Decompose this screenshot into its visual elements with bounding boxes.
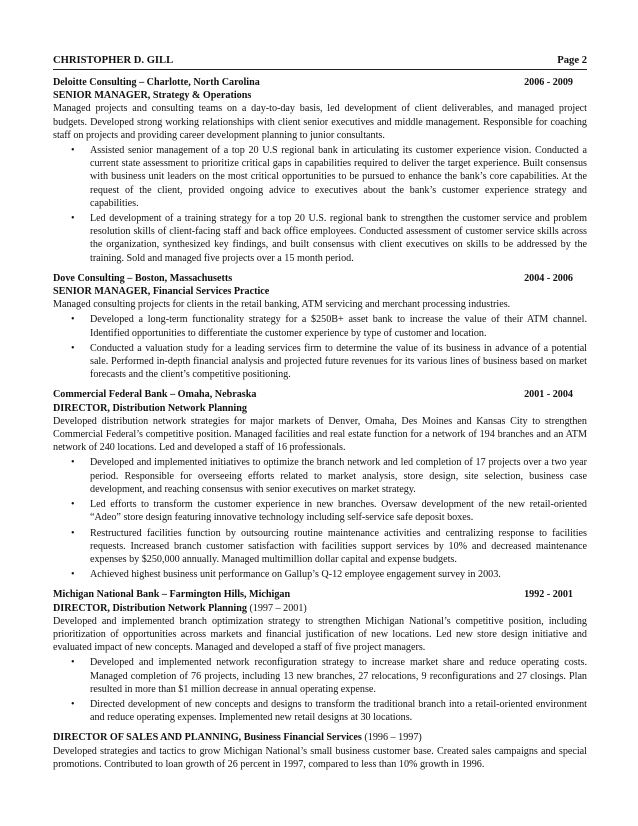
achievement-item: • Led development of a training strategy for a top 20 U.S. regional bank to strengthen the customer service and problem resolution skills of client-facing staff and back office employees. Conducted assessment of customer service skills across the organization, synthesized key findings, and built consensus with client executives on skills to be addressed by the training. Sold and managed five projects over a 15 month period. bbox=[71, 213, 587, 264]
page-header bbox=[53, 54, 587, 70]
bullet-icon: • bbox=[71, 527, 75, 539]
achievement-item: • Achieved highest business unit performance on Gallup’s Q-12 employee engagement survey in 2003. bbox=[71, 569, 501, 581]
job-title: DIRECTOR, Distribution Network Planning bbox=[53, 402, 247, 414]
job-dates: 2001 - 2004 bbox=[524, 389, 573, 401]
job-title: DIRECTOR, Distribution Network Planning (1997 – 2001) bbox=[53, 602, 307, 614]
bullet-icon: • bbox=[71, 213, 75, 225]
job-dates: 2006 - 2009 bbox=[524, 77, 573, 88]
achievement-list bbox=[53, 313, 587, 381]
job-entry bbox=[53, 388, 587, 581]
role-title: DIRECTOR OF SALES AND PLANNING, Business Financial Services (1996 – 1997) bbox=[53, 732, 422, 744]
achievement-list bbox=[53, 144, 587, 265]
achievement-list bbox=[53, 456, 587, 581]
job-description: Developed and implemented branch optimization strategy to strengthen Michigan National’s competitive position, including prioritization of opportunities across markets and financial justification of new locations. Led new store design initiative and evaluated impact of new concepts. Managed and developed a staff of five project managers. bbox=[53, 615, 587, 654]
bullet-icon: • bbox=[71, 499, 75, 511]
bullet-icon: • bbox=[71, 314, 75, 326]
job-header bbox=[53, 76, 587, 89]
company-location: Commercial Federal Bank – Omaha, Nebraska bbox=[53, 389, 257, 401]
job-entry bbox=[53, 588, 587, 724]
achievement-item: • Assisted senior management of a top 20 U.S regional bank in articulating its customer experience vision. Conducted a current state assessment to prioritize critical gaps in capabilities required to deliver the target experience. Built consensus with business unit leaders on the most critical opportunities to be pursued to enhance the bank’s core capabilities. At the request of the client, provided ongoing advice to executives about the bank’s customer experience strategy and capabilities. bbox=[71, 145, 587, 209]
role-description: Developed strategies and tactics to grow Michigan National’s small business customer base. Created sales campaigns and special promotions. Contributed to loan growth of 26 percent in 1997, compared to less than 10% growth in 1996. bbox=[53, 745, 587, 770]
job-title: SENIOR MANAGER, Strategy & Operations bbox=[53, 90, 252, 102]
bullet-icon: • bbox=[71, 342, 75, 354]
job-title: SENIOR MANAGER, Financial Services Practice bbox=[53, 286, 270, 298]
job-entry bbox=[53, 76, 587, 265]
job-description: Managed projects and consulting teams on a day-to-day basis, led development of client deliverables, and managed project budgets. Developed strong working relationships with client senior executives and middle management. Responsible for coaching staff on projects and providing career development planning to junior consultants. bbox=[53, 103, 587, 141]
page-number: Page 2 bbox=[557, 55, 587, 66]
achievement-item: • Restructured facilities function by outsourcing routine maintenance activities and centralizing response to facilities requests. Increased branch customer satisfaction with facilities support services by 10% and decreased maintenance expenses by $250,000 annually. Managed multimillion dollar capital and expense budgets. bbox=[71, 527, 587, 565]
job-header bbox=[53, 272, 587, 285]
achievement-item: • Directed development of new concepts and designs to transform the traditional branch into a retail-oriented environment and reduce operating expenses. Implemented new retail designs at 30 locations. bbox=[71, 698, 587, 724]
company-location: Dove Consulting – Boston, Massachusetts bbox=[53, 272, 233, 284]
company-location: Michigan National Bank – Farmington Hills, Michigan bbox=[53, 589, 291, 601]
achievement-list bbox=[53, 656, 587, 724]
job-description: Developed distribution network strategies for major markets of Denver, Omaha, Des Moines and Kansas City to strengthen Commercial Federal’s competitive position. Managed facilities and real estate function for a network of 194 branches and an ATM network of 240 locations. Led and developed a staff of 16 professionals. bbox=[53, 415, 587, 454]
job-entry bbox=[53, 272, 587, 382]
job-dates: 2004 - 2006 bbox=[524, 272, 573, 284]
bullet-icon: • bbox=[71, 698, 75, 710]
company-location: Deloitte Consulting – Charlotte, North Carolina bbox=[53, 77, 260, 88]
achievement-item: • Led efforts to transform the customer experience in new branches. Oversaw development of the new retail-oriented “Adeo” store design featuring innovative technology including self-service safe deposit boxes. bbox=[71, 499, 587, 524]
bullet-icon: • bbox=[71, 569, 75, 581]
job-header bbox=[53, 388, 587, 401]
achievement-item: • Developed and implemented initiatives to optimize the branch network and led completion of 17 projects over a two year period. Responsible for overseeing efforts related to market analysis, store design, site selection, business case development, and reaching consensus with senior executives on market strategy. bbox=[71, 457, 587, 495]
job-dates: 1992 - 2001 bbox=[524, 589, 573, 601]
bullet-icon: • bbox=[71, 457, 75, 469]
achievement-item: • Developed a long-term functionality strategy for a $250B+ asset bank to increase the value of their ATM channel. Identified opportunities to differentiate the customer experience by type of customer and location. bbox=[71, 314, 587, 339]
bullet-icon: • bbox=[71, 145, 75, 157]
bullet-icon: • bbox=[71, 657, 75, 669]
role-entry bbox=[53, 731, 587, 771]
achievement-item: • Developed and implemented network reconfiguration strategy to increase market share and reduce operating costs. Managed completion of 76 projects, including 13 new branches, 27 relocations, 9 reconfigurations and 27 closings. Plan resulted in more than $1 million decrease in annual operating expense. bbox=[71, 657, 587, 695]
job-description: Managed consulting projects for clients in the retail banking, ATM servicing and merchant processing industries. bbox=[53, 299, 511, 311]
experience-section bbox=[53, 76, 587, 778]
achievement-item: • Conducted a valuation study for a leading services firm to determine the value of its business in advance of a potential sale. Performed in-depth financial analysis and projected future revenues for its various lines of business based on market forecasts and the client’s competitive positioning. bbox=[71, 342, 587, 381]
candidate-name: CHRISTOPHER D. GILL bbox=[53, 55, 174, 66]
job-header bbox=[53, 588, 587, 601]
